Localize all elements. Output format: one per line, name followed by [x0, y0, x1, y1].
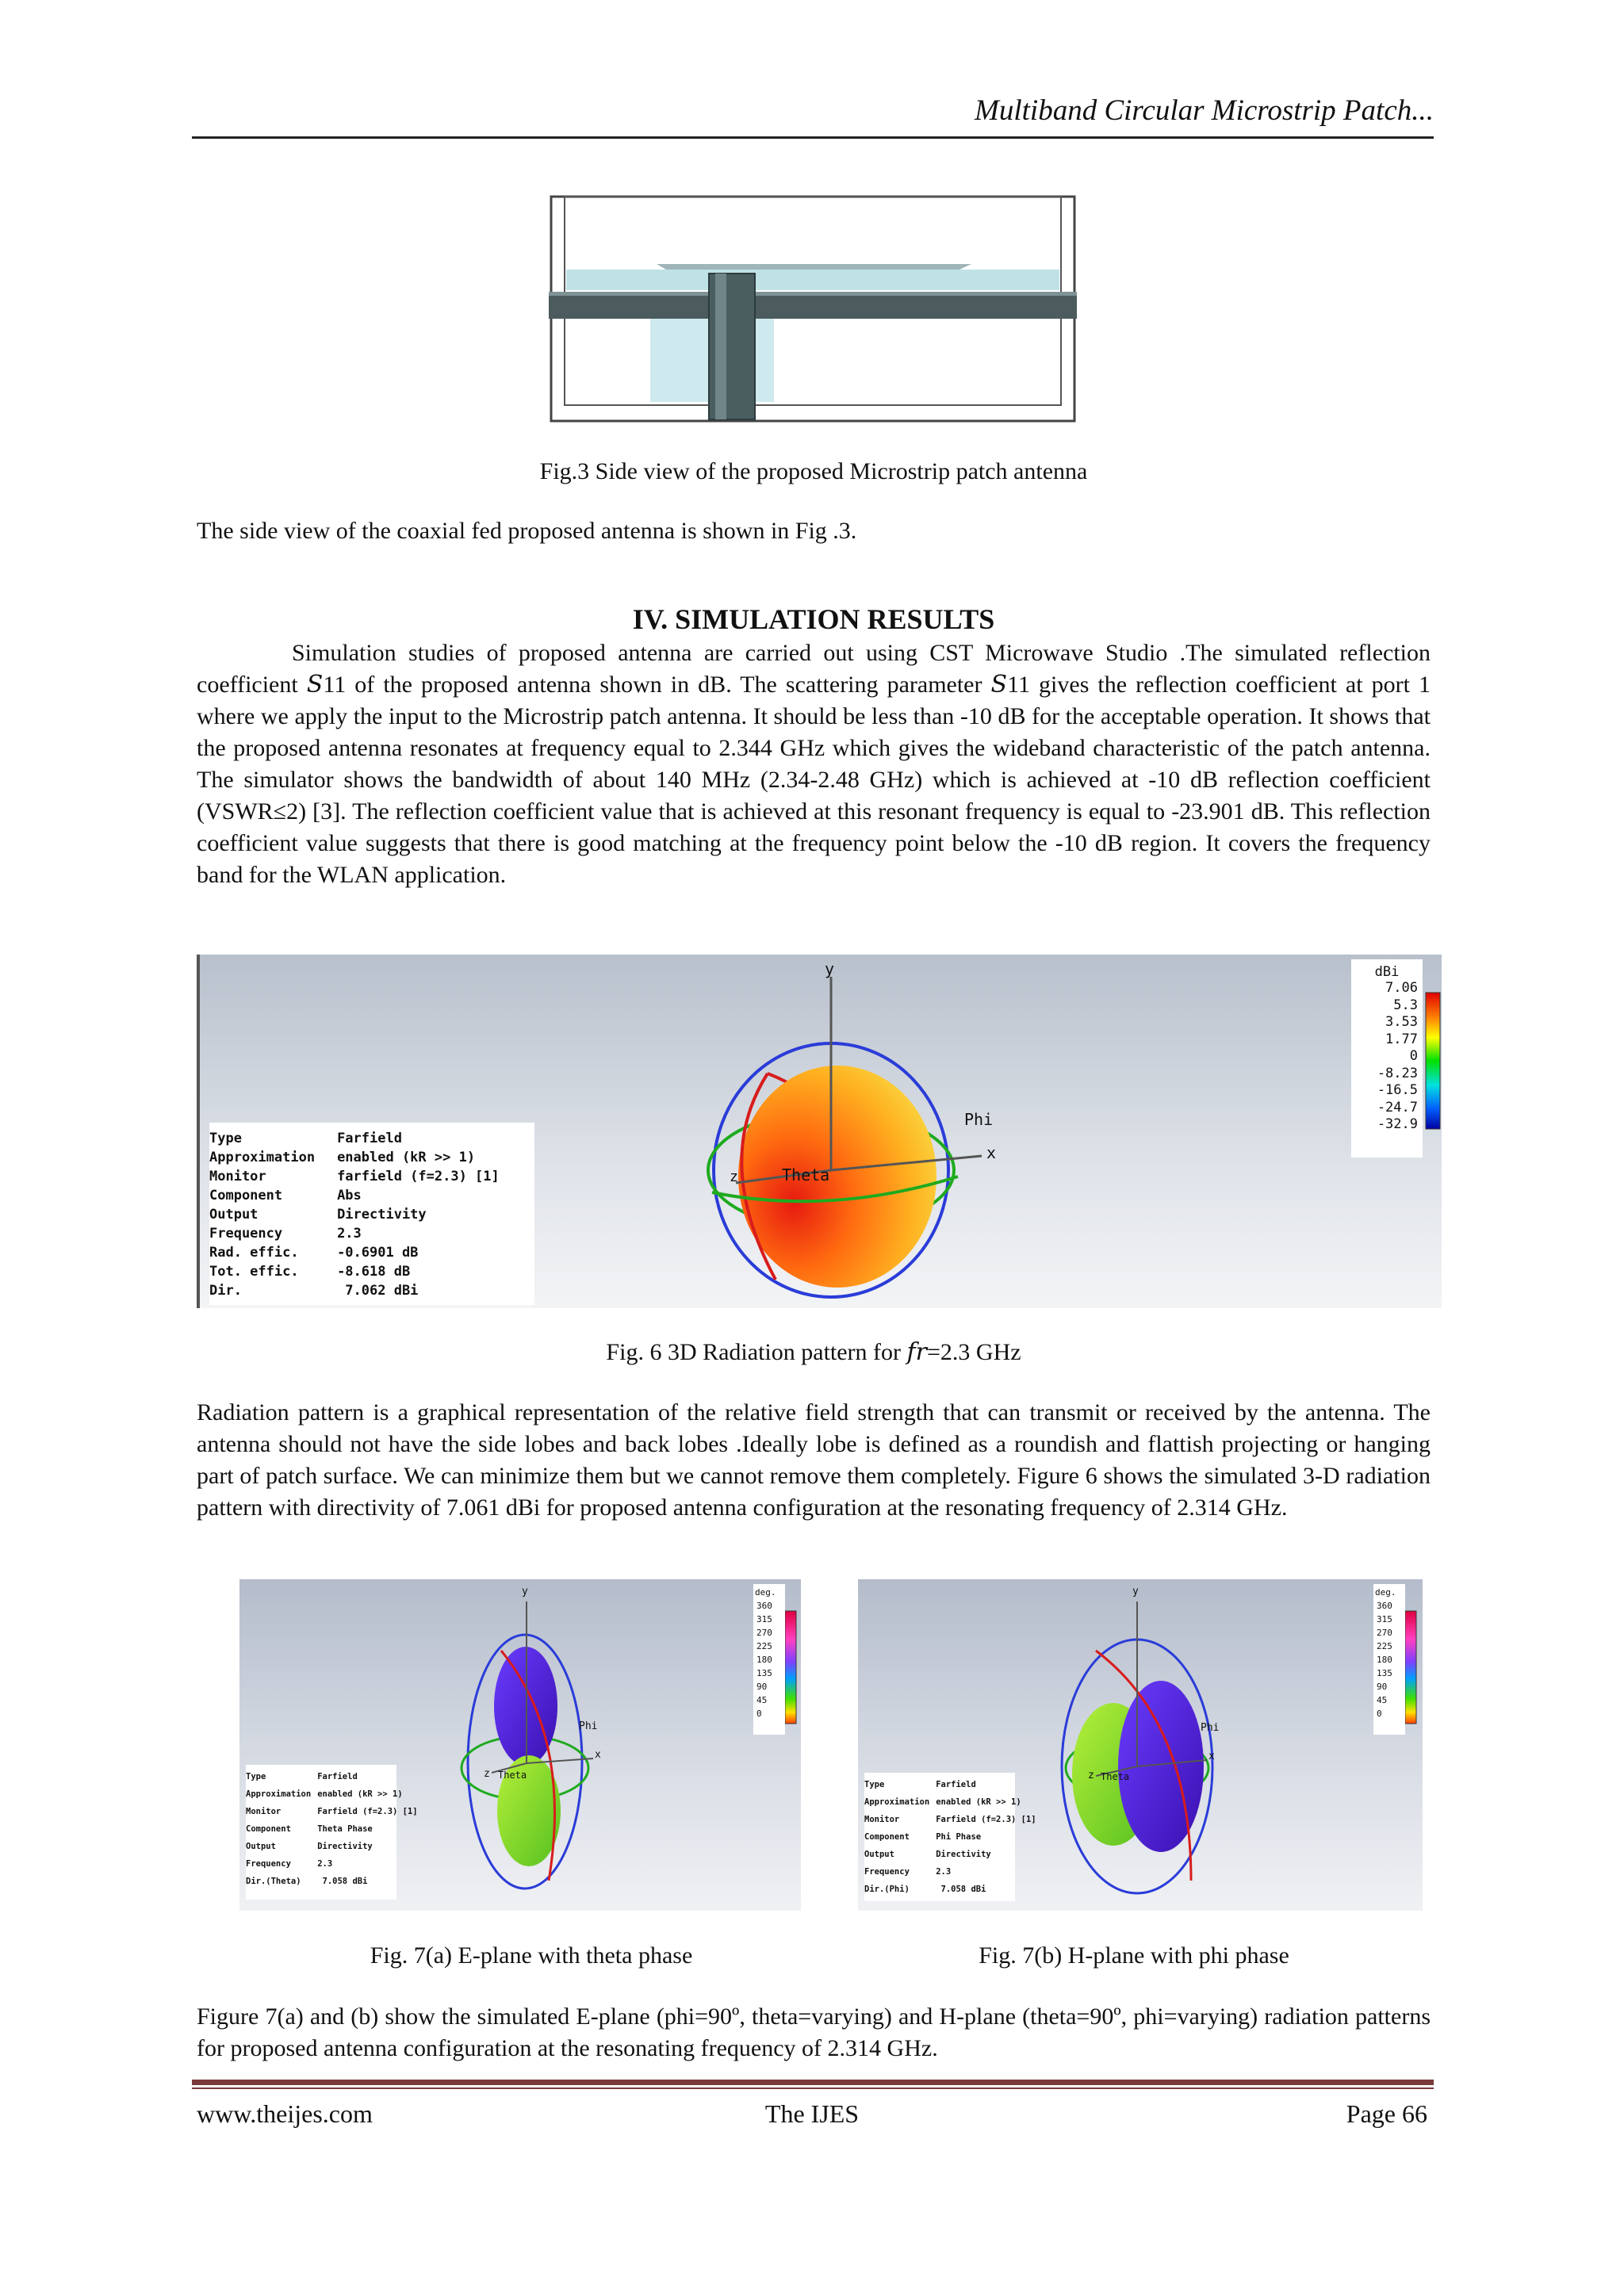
legend-value: 135 [756, 1668, 772, 1678]
info-row [864, 1811, 1036, 1828]
legend-value: 180 [1377, 1655, 1392, 1665]
info-row [864, 1776, 1036, 1793]
info-value: 2.3 [337, 1226, 362, 1242]
footer-rule-thin [192, 2087, 1434, 2089]
legend-value: -16.5 [1377, 1082, 1418, 1098]
info-value: 7.058 dBi [317, 1877, 368, 1886]
info-key: Dir.(Theta) [246, 1877, 301, 1886]
info-key: Output [864, 1850, 894, 1859]
info-key: Frequency [246, 1859, 291, 1869]
legend-value: 270 [756, 1628, 772, 1638]
info-row [209, 1205, 500, 1224]
info-row [864, 1846, 1036, 1863]
x-axis-label: x [986, 1143, 997, 1162]
info-row [246, 1803, 418, 1820]
legend-value: 270 [1377, 1628, 1392, 1638]
fig6-caption-pre: Fig. 6 3D Radiation pattern for [606, 1339, 907, 1365]
legend-unit: dBi [1374, 964, 1400, 980]
legend-value: 135 [1377, 1668, 1392, 1678]
paragraph-e-h-plane: Figure 7(a) and (b) show the simulated E-plane (phi=90º, theta=varying) and H-plane (theta=90º, phi=varying) radiation patterns for proposed antenna configuration at the resonating frequency of 2.314 GHz. [197, 2003, 1431, 2061]
info-value: -8.618 dB [337, 1264, 411, 1280]
info-row [246, 1873, 418, 1890]
info-key: Frequency [864, 1867, 910, 1877]
info-row [246, 1838, 418, 1855]
z-axis-label: z [484, 1768, 490, 1780]
info-row [209, 1243, 500, 1262]
x-axis-label: x [1208, 1751, 1215, 1762]
fig6-info-box [209, 1123, 534, 1305]
legend-value: 315 [756, 1614, 772, 1624]
legend-value: 7.06 [1385, 980, 1418, 996]
legend-value: 360 [1377, 1601, 1392, 1611]
fig7b-caption: Fig. 7(b) H-plane with phi phase [979, 1942, 1289, 1969]
info-value: Farfield [317, 1772, 358, 1781]
info-value: Abs [337, 1188, 362, 1203]
info-row [209, 1148, 500, 1167]
fig6-caption-var: fr [906, 1338, 927, 1366]
x-axis-label: x [595, 1749, 601, 1761]
info-key: Dir.(Phi) [864, 1885, 910, 1894]
fig7a-color-legend [753, 1584, 785, 1735]
legend-value: -32.9 [1377, 1116, 1418, 1132]
info-key: Type [246, 1772, 266, 1781]
phi-label: Phi [964, 1110, 994, 1129]
info-key: Monitor [209, 1169, 266, 1184]
fig3-caption: Fig.3 Side view of the proposed Microstrip patch antenna [539, 458, 1088, 484]
y-axis-label: y [825, 959, 835, 978]
fig6-caption-post: =2.3 GHz [926, 1339, 1021, 1365]
legend-value: 315 [1377, 1614, 1392, 1624]
s11-symbol: S [306, 671, 324, 698]
phi-label: Phi [579, 1720, 598, 1732]
info-row [246, 1768, 418, 1785]
info-key: Output [246, 1842, 276, 1851]
info-row [209, 1224, 500, 1243]
para2-text-1: Simulation studies of proposed antenna are carried out using CST Microwave Studio .The simulated reflection coefficient [197, 640, 1431, 698]
info-key: Component [864, 1832, 910, 1842]
legend-value: -24.7 [1377, 1099, 1418, 1115]
info-value: enabled (kR >> 1) [337, 1150, 476, 1165]
legend-value: 1.77 [1385, 1031, 1418, 1047]
legend-value: 90 [1377, 1682, 1388, 1692]
info-key: Tot. effic. [209, 1264, 299, 1280]
footer-page-number: Page 66 [1346, 2099, 1427, 2128]
paragraph-fig3-description: The side view of the coaxial fed proposed antenna is shown in Fig .3. [197, 518, 857, 544]
info-value: 7.058 dBi [936, 1885, 986, 1894]
legend-unit: deg. [755, 1587, 776, 1598]
fig7a-info-box [246, 1765, 418, 1900]
legend-value: 0 [1377, 1709, 1382, 1719]
info-value: 2.3 [317, 1859, 333, 1869]
footer-rule [192, 2080, 1434, 2085]
fig6-caption [197, 1338, 1431, 1366]
legend-value: 5.3 [1393, 997, 1418, 1013]
legend-unit: deg. [1375, 1587, 1396, 1598]
fig3-side-view-image [547, 194, 1078, 424]
running-title: Multiband Circular Microstrip Patch... [975, 94, 1434, 127]
info-key: Rad. effic. [209, 1245, 299, 1261]
y-axis-label: y [522, 1586, 528, 1598]
paragraph-simulation [197, 637, 1431, 891]
info-row [246, 1785, 418, 1803]
s11-symbol: S [990, 671, 1008, 698]
legend-value: 90 [756, 1682, 768, 1692]
legend-value: 45 [1377, 1695, 1388, 1705]
info-key: Component [246, 1824, 291, 1834]
y-axis-label: y [1132, 1586, 1139, 1598]
legend-value: 225 [756, 1641, 772, 1651]
info-key: Frequency [209, 1226, 283, 1242]
footer-journal: The IJES [764, 2099, 860, 2128]
info-row [246, 1820, 418, 1838]
info-key: Type [209, 1131, 242, 1146]
info-row [864, 1881, 1036, 1898]
footer-website: www.theijes.com [197, 2099, 373, 2128]
info-row [864, 1793, 1036, 1811]
info-row [209, 1281, 500, 1300]
info-value: Phi Phase [936, 1832, 982, 1842]
info-value: 2.3 [936, 1867, 952, 1877]
fig7b-info-box [864, 1773, 1036, 1901]
info-row [209, 1167, 500, 1186]
para2-text-2: 11 of the proposed antenna shown in dB. The scattering parameter [323, 672, 991, 698]
info-value: enabled (kR >> 1) [936, 1797, 1021, 1807]
theta-label: Theta [1101, 1771, 1130, 1782]
info-key: Dir. [209, 1283, 242, 1299]
legend-value: 0 [1409, 1048, 1418, 1064]
theta-label: Theta [782, 1165, 830, 1184]
legend-value: 0 [756, 1709, 762, 1719]
info-key: Component [209, 1188, 283, 1203]
info-key: Approximation [864, 1797, 930, 1807]
info-key: Monitor [864, 1815, 900, 1824]
fig7b-h-plane-image [858, 1579, 1423, 1911]
info-value: 7.062 dBi [337, 1283, 419, 1299]
info-row [864, 1863, 1036, 1881]
info-value: enabled (kR >> 1) [317, 1789, 403, 1799]
info-key: Output [209, 1207, 259, 1223]
para2-text-3: 11 gives the reflection coefficient at port 1 where we apply the input to the Microstrip patch antenna. It should be less than -10 dB for the acceptable operation. It shows that the proposed antenna resonates at frequency equal to 2.344 GHz which gives the wideband characteristic of the patch antenna. The simulator shows the bandwidth of about 140 MHz (2.34-2.48 GHz) which is achieved at -10 dB reflection coefficient (VSWR≤2) [3]. The reflection coefficient value that is achieved at this resonant frequency is equal to -23.901 dB. This reflection coefficient value suggests that there is good matching at the frequency point below the -10 dB region. It covers the frequency band for the WLAN application. [197, 672, 1431, 888]
info-value: -0.6901 dB [337, 1245, 419, 1261]
info-key: Type [864, 1780, 885, 1789]
fig7a-caption: Fig. 7(a) E-plane with theta phase [370, 1942, 693, 1969]
legend-value: 225 [1377, 1641, 1392, 1651]
info-value: Farfield [936, 1780, 976, 1789]
section-title: IV. SIMULATION RESULTS [632, 603, 995, 635]
info-key: Monitor [246, 1807, 282, 1816]
info-value: farfield (f=2.3) [1] [337, 1169, 500, 1184]
legend-value: -8.23 [1377, 1065, 1418, 1081]
theta-label: Theta [498, 1770, 527, 1781]
info-value: Farfield (f=2.3) [1] [317, 1807, 418, 1816]
z-axis-label: z [730, 1169, 738, 1185]
header-rule [192, 136, 1434, 139]
info-value: Farfield [337, 1131, 402, 1146]
legend-value: 45 [756, 1695, 768, 1705]
info-value: Theta Phase [317, 1824, 373, 1834]
fig7b-color-legend [1373, 1584, 1405, 1735]
info-row [246, 1855, 418, 1873]
info-value: Directivity [337, 1207, 427, 1223]
fig6-color-legend [1351, 959, 1423, 1158]
info-value: Directivity [317, 1842, 373, 1851]
fig6-radiation-pattern-image [197, 955, 1442, 1308]
info-key: Approximation [246, 1789, 312, 1799]
legend-value: 3.53 [1385, 1014, 1418, 1030]
legend-value: 180 [756, 1655, 772, 1665]
info-row [209, 1129, 500, 1148]
info-value: Farfield (f=2.3) [1] [936, 1815, 1036, 1824]
paragraph-radiation-pattern: Radiation pattern is a graphical representation of the relative field strength that can transmit or received by the antenna. The antenna should not have the side lobes and back lobes .Ideally lobe is defined as a roundish and flattish projecting or hanging part of patch surface. We can minimize them but we cannot remove them completely. Figure 6 shows the simulated 3-D radiation pattern with directivity of 7.061 dBi for proposed antenna configuration at the resonating frequency of 2.314 GHz. [197, 1399, 1431, 1521]
z-axis-label: z [1088, 1770, 1094, 1781]
info-value: Directivity [936, 1850, 991, 1859]
legend-value: 360 [756, 1601, 772, 1611]
info-row [864, 1828, 1036, 1846]
fig7a-e-plane-image [239, 1579, 801, 1911]
info-row [209, 1186, 500, 1205]
info-row [209, 1262, 500, 1281]
phi-label: Phi [1201, 1722, 1220, 1734]
info-key: Approximation [209, 1150, 316, 1165]
